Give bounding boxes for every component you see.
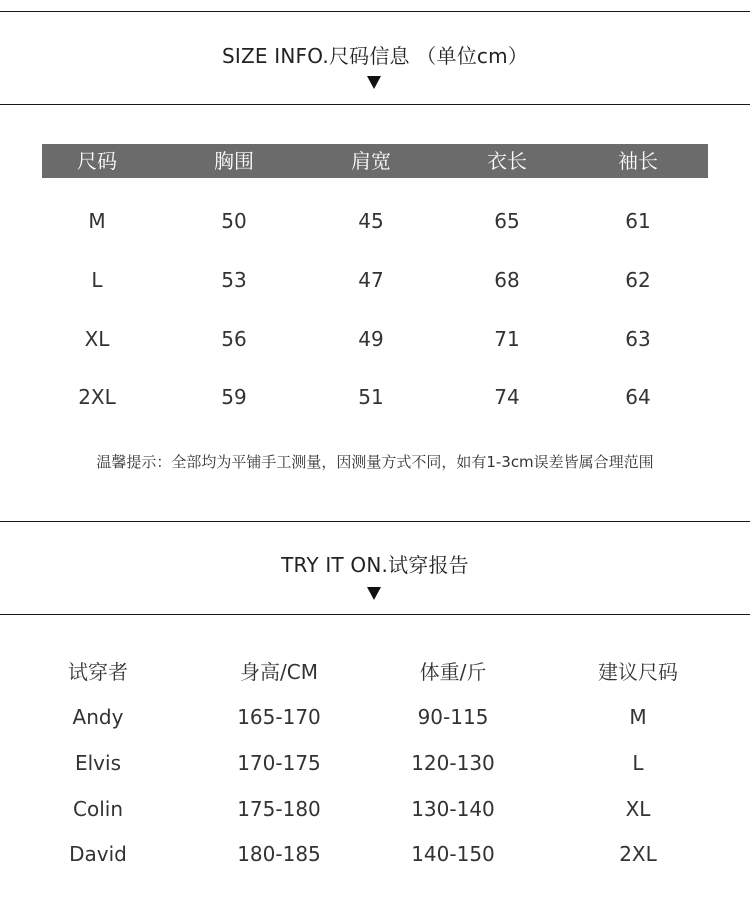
table-cell: 2XL — [78, 385, 116, 409]
size-col-header: 衣长 — [487, 149, 527, 173]
size-down-arrow-icon — [367, 76, 381, 89]
table-cell: L — [91, 268, 103, 292]
table-cell: 47 — [358, 268, 384, 292]
table-cell: 63 — [625, 327, 651, 351]
try-col-header: 身高/CM — [240, 660, 318, 684]
table-cell: 65 — [494, 209, 520, 233]
table-cell: 59 — [221, 385, 247, 409]
tester-weight: 130-140 — [411, 797, 495, 821]
table-cell: 61 — [625, 209, 651, 233]
table-cell: 68 — [494, 268, 520, 292]
table-cell: 62 — [625, 268, 651, 292]
tester-height: 175-180 — [237, 797, 321, 821]
measurement-note: 温馨提示：全部均为平铺手工测量，因测量方式不同，如有1-3cm误差皆属合理范围 — [96, 453, 654, 471]
size-section-title: SIZE INFO.尺码信息 （单位cm） — [222, 44, 528, 68]
try-title-rule — [0, 614, 750, 615]
size-title-rule — [0, 104, 750, 105]
tester-height: 180-185 — [237, 842, 321, 866]
tester-name: David — [69, 842, 127, 866]
table-cell: XL — [84, 327, 110, 351]
tester-name: Colin — [73, 797, 123, 821]
table-cell: 49 — [358, 327, 384, 351]
table-cell: 50 — [221, 209, 247, 233]
try-col-header: 建议尺码 — [598, 660, 678, 684]
tester-weight: 140-150 — [411, 842, 495, 866]
tester-size: 2XL — [619, 842, 657, 866]
table-cell: 51 — [358, 385, 384, 409]
table-cell: 71 — [494, 327, 520, 351]
try-top-rule — [0, 521, 750, 522]
table-cell: 74 — [494, 385, 520, 409]
table-cell: 64 — [625, 385, 651, 409]
size-col-header: 肩宽 — [351, 149, 391, 173]
try-down-arrow-icon — [367, 587, 381, 600]
tester-height: 165-170 — [237, 705, 321, 729]
tester-weight: 120-130 — [411, 751, 495, 775]
size-col-header: 袖长 — [618, 149, 658, 173]
size-table-header — [42, 144, 708, 178]
try-col-header: 体重/斤 — [419, 660, 487, 684]
tester-size: M — [629, 705, 647, 729]
table-cell: 45 — [358, 209, 384, 233]
try-col-header: 试穿者 — [68, 660, 128, 684]
size-col-header: 胸围 — [214, 149, 254, 173]
tester-name: Andy — [72, 705, 124, 729]
size-col-header: 尺码 — [77, 149, 117, 173]
table-cell: 56 — [221, 327, 247, 351]
table-cell: M — [88, 209, 106, 233]
tester-name: Elvis — [74, 751, 121, 775]
tester-size: L — [632, 751, 644, 775]
try-section-title: TRY IT ON.试穿报告 — [281, 553, 469, 577]
table-cell: 53 — [221, 268, 247, 292]
tester-weight: 90-115 — [417, 705, 489, 729]
top-rule — [0, 11, 750, 12]
tester-size: XL — [625, 797, 651, 821]
tester-height: 170-175 — [237, 751, 321, 775]
